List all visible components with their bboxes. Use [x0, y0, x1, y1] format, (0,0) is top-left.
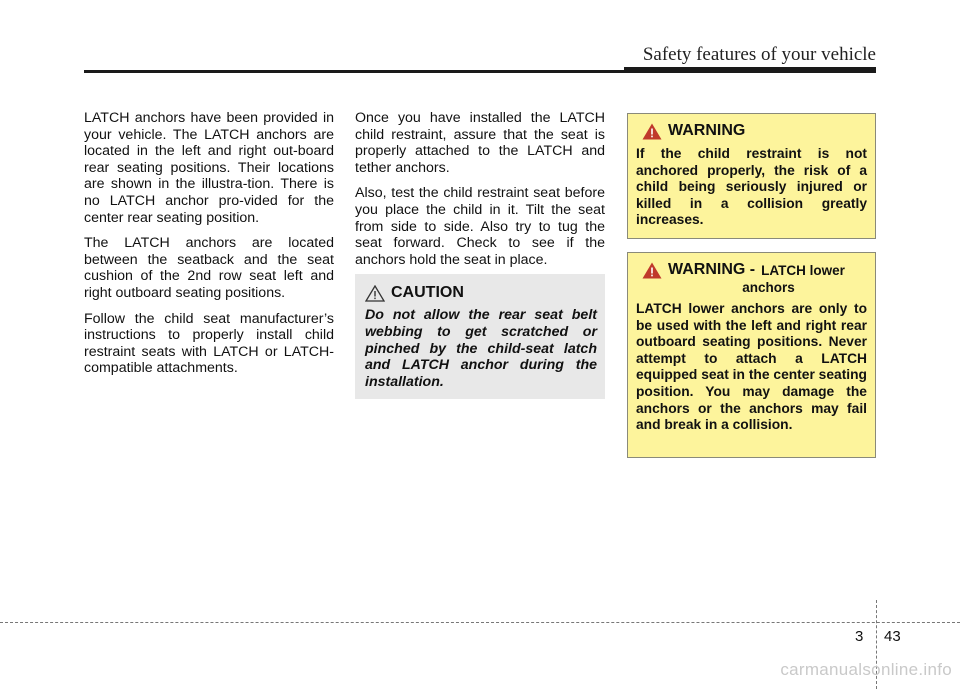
footer-rule — [0, 622, 960, 623]
paragraph: Once you have installed the LATCH child restraint, assure that the seat is properly attached to the LATCH and tether anchors. — [355, 110, 605, 176]
warning-text: If the child restraint is not anchored properly, the risk of a child being seriously injured or killed in a collision greatly increases. — [636, 146, 867, 228]
warning-latch-box — [627, 252, 876, 458]
caution-box — [355, 274, 605, 399]
warning-latch-subtitle-line2: anchors — [742, 280, 795, 295]
chapter-number: 3 — [855, 628, 864, 645]
warning-triangle-icon — [642, 262, 662, 279]
caution-triangle-icon — [365, 285, 385, 302]
caution-header — [365, 284, 597, 302]
warning-latch-title: WARNING - — [668, 261, 756, 278]
left-column — [84, 110, 334, 386]
warning-latch-subtitle: LATCH lower — [761, 262, 845, 278]
header-rule-accent — [624, 67, 876, 73]
page-header-title: Safety features of your vehicle — [642, 44, 876, 65]
page-number: 43 — [884, 628, 901, 645]
watermark: carmanualsonline.info — [780, 660, 952, 679]
paragraph: Follow the child seat manufacturer’s instructions to properly install child restraint seats with LATCH or LATCH-compatible attachments. — [84, 310, 334, 377]
warning-header — [636, 122, 867, 140]
caution-text: Do not allow the rear seat belt webbing to get scratched or pinched by the child-seat latch and LATCH anchor during the installation. — [365, 307, 597, 391]
warning-triangle-icon — [642, 123, 662, 140]
middle-column — [355, 110, 605, 277]
warning-latch-header — [636, 261, 867, 279]
paragraph: Also, test the child restraint seat before you place the child in it. Tilt the seat from side to side. Also try to tug the seat forward. Check to see if the anchors hold the seat in place. — [355, 185, 605, 268]
paragraph: The LATCH anchors are located between the seatback and the seat cushion of the 2nd row seat left and right outboard seating positions. — [84, 235, 334, 301]
caution-title: CAUTION — [391, 284, 464, 301]
warning-title: WARNING — [668, 122, 746, 139]
paragraph: LATCH anchors have been provided in your vehicle. The LATCH anchors are located in the left and right out-board rear seating positions. Their locations are shown in the illustra-tion. There is no LATCH anchor pro-vided for the center rear seating position. — [84, 110, 334, 226]
warning-box — [627, 113, 876, 239]
warning-latch-text: LATCH lower anchors are only to be used with the left and right rear outboard seating positions. Never attempt to attach a LATCH equipped seat in the center seating position. You may damage the anchors or the anchors may fail and break in a collision. — [636, 301, 867, 433]
